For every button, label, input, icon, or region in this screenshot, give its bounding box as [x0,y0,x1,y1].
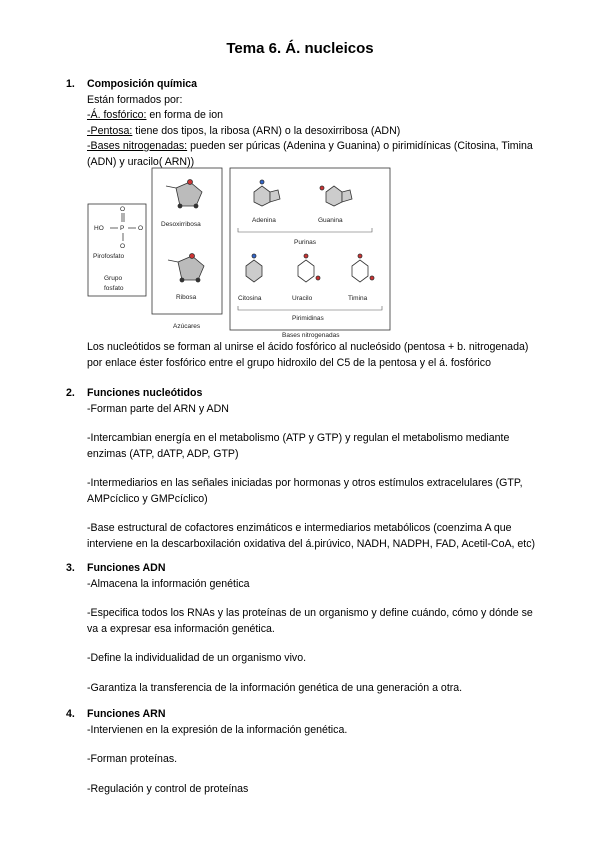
paragraph: -Base estructural de cofactores enzimáticos e intermediarios metabólicos (coenzima A que interviene en la descarboxilación oxidativa del á.pirúvico, NADH, NADPH, FAD, Acetil-CoA, etc) [87,522,536,550]
guanine-label: Guanina [318,217,343,224]
section-funciones-nucleotidos [66,386,546,552]
section-heading: Funciones ARN [87,708,166,720]
section-heading: Composición química [87,78,198,90]
section-body [87,402,546,553]
bases-caption: Bases nitrogenadas [282,332,340,339]
figure-explanation: Los nucleótidos se forman al unirse el ácido fosfórico al nucleósido (pentosa + b. nitrogenada) por enlace éster fosfórico entre el grupo hidroxilo del C5 de la pentosa y el á. fosfórico [87,341,529,369]
paragraph: -Almacena la información genética [87,577,250,590]
atom-o-bottom: O [120,243,126,250]
item-text: en forma de ion [146,109,224,121]
paragraph: -Intermediarios en las señales iniciadas por hormonas y otros estímulos extracelulares (GTP, AMPcíclico y GMPcíclico) [87,477,523,505]
atom-p: P [120,225,125,232]
intro-text: Están formados por: [87,93,183,106]
section-funciones-adn [66,561,546,696]
paragraph: -Garantiza la transferencia de la información genética de una generación a otra. [87,681,463,694]
phosphate-box [88,204,146,296]
phosphate-caption-text: Grupo [104,275,123,282]
phosphate-ho-label: HO [94,225,104,232]
deoxyribose-label: Desoxirribosa [161,221,201,228]
paragraph: -Intercambian energía en el metabolismo (ATP y GTP) y regulan el metabolismo mediante enzimas (ATP, dATP, ADP, GTP) [87,432,510,460]
item-text: pueden ser púricas (Adenina y Guanina) o pirimidínicas (Citosina, Timina (ADN) y uracilo( ARN)) [87,140,533,168]
cytosine-label: Citosina [238,295,262,302]
uracil-label: Uracilo [292,295,313,302]
paragraph: -Intervienen en la expresión de la información genética. [87,723,348,736]
sugars-caption: Azúcares [173,323,201,330]
section-number: 3. [66,562,75,574]
thymine-label: Timina [348,295,368,302]
phosphate-caption: Grupo fosfato [104,275,124,292]
nucleotide-components-figure [86,166,391,341]
item-label: -Á. fosfórico: [87,109,147,121]
paragraph: -Forman proteínas. [87,753,178,765]
section-body [87,577,546,697]
item-label: -Bases nitrogenadas: [87,140,188,152]
paragraph: -Forman parte del ARN y ADN [87,402,229,415]
section-body [87,93,546,171]
ribose-label: Ribosa [176,294,197,301]
list-item [87,108,546,124]
atom-o-top: O [120,206,126,213]
section-number: 1. [66,78,75,90]
item-text: tiene dos tipos, la ribosa (ARN) o la desoxirribosa (ADN) [132,124,401,137]
section-heading: Funciones nucleótidos [87,387,203,399]
page-title: Tema 6. Á. nucleicos [226,40,374,57]
section-funciones-arn [66,707,546,797]
section-composicion [66,77,546,170]
purines-label: Purinas [294,239,317,246]
section-composicion-continued [66,340,546,371]
item-label: -Pentosa: [87,124,133,137]
atom-o-right: O [138,225,144,232]
paragraph: -Especifica todos los RNAs y las proteínas de un organismo y define cuándo, cómo y dónde se va a expresar esa información genética. [87,607,533,635]
section-number: 2. [66,387,75,399]
section-body [87,723,546,798]
section-number: 4. [66,708,75,720]
section-heading: Funciones ADN [87,562,166,574]
list-item [87,124,546,140]
phosphate-name: Pirofosfato [93,253,125,260]
adenine-label: Adenina [252,217,276,224]
pyrimidines-label: Pirimidinas [292,315,324,322]
paragraph: -Define la individualidad de un organismo vivo. [87,652,307,664]
paragraph: -Regulación y control de proteínas [87,782,249,795]
